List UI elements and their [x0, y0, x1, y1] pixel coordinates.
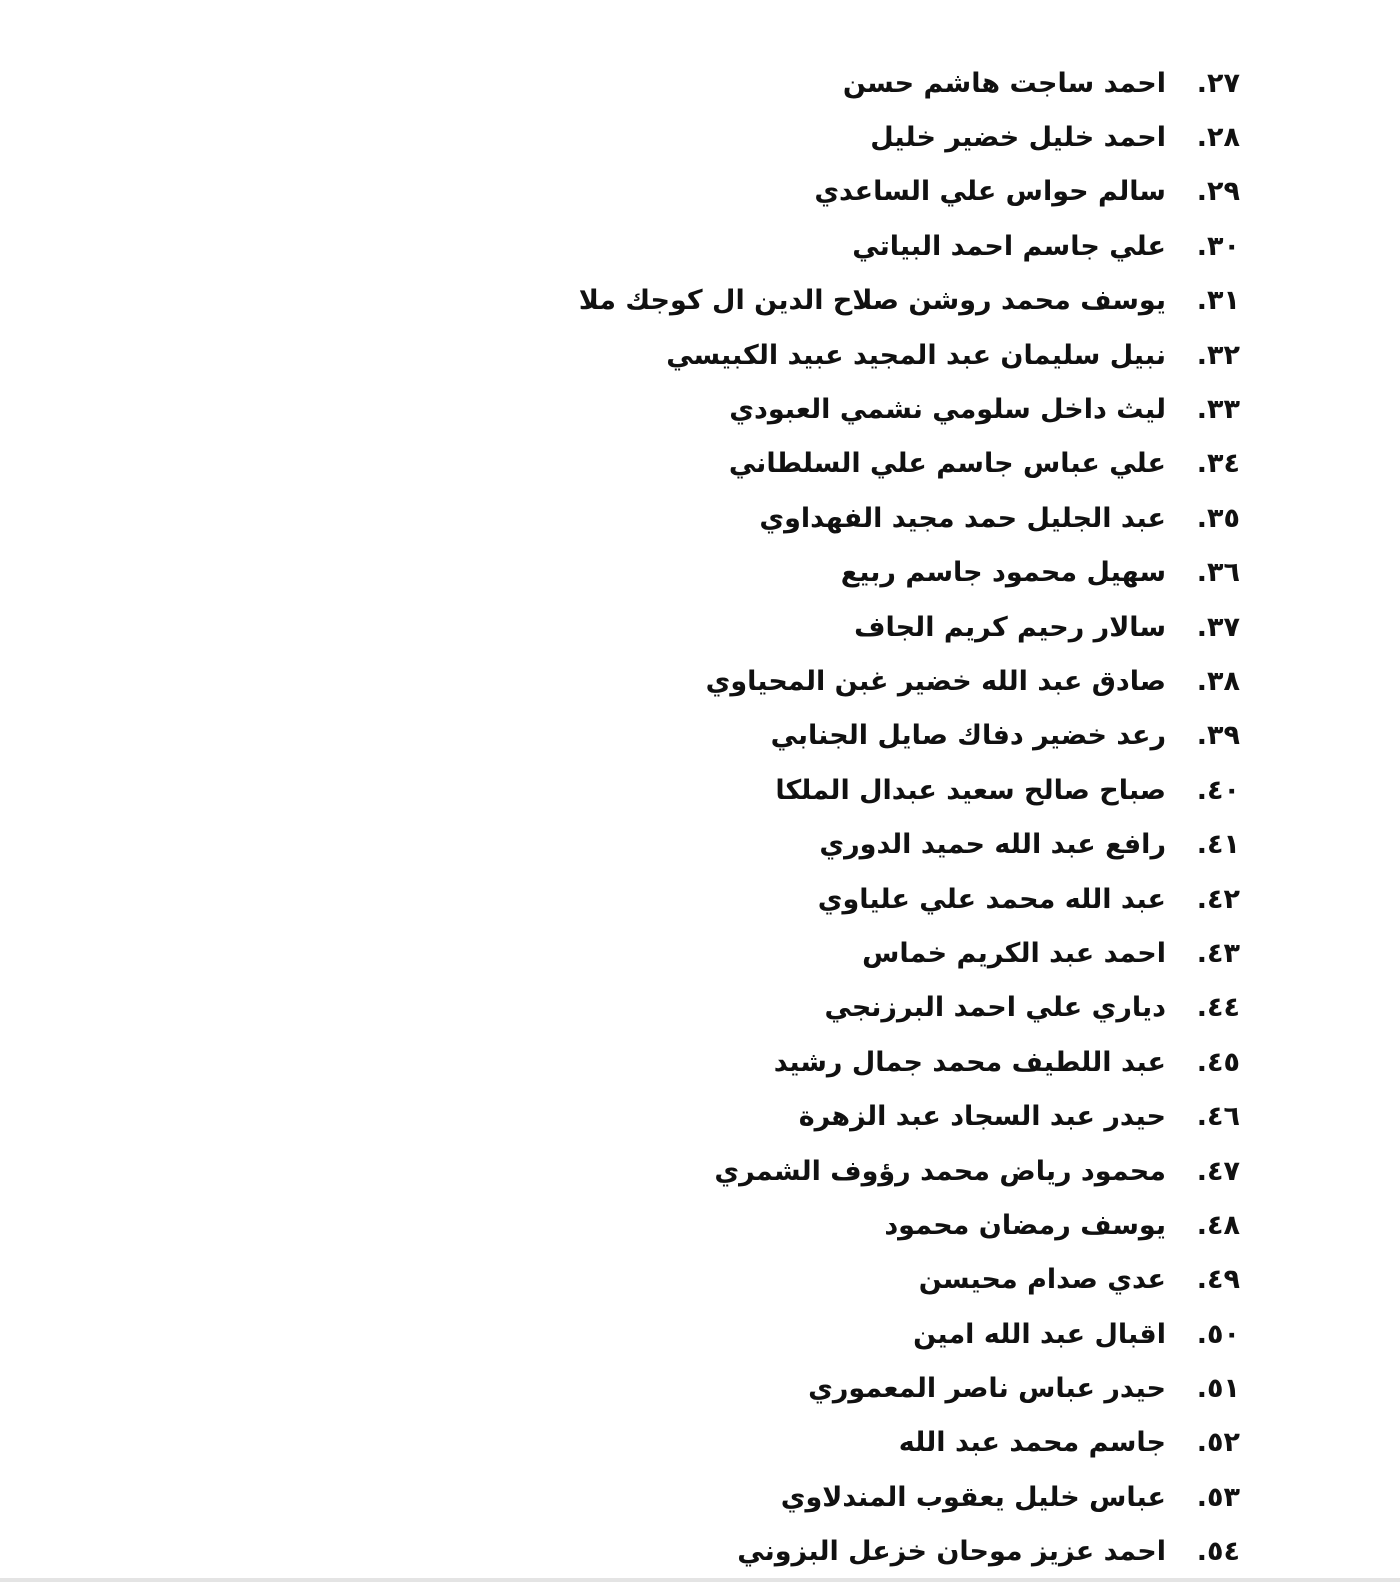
- list-item: [579, 709, 1240, 763]
- item-name: ليث داخل سلومي نشمي العبودي: [729, 394, 1166, 426]
- item-number: ٤٩.: [1196, 1264, 1240, 1296]
- list-item: [579, 437, 1240, 491]
- item-number: ٣١.: [1196, 285, 1240, 317]
- item-number: ٣٦.: [1196, 557, 1240, 589]
- item-number: ٥١.: [1196, 1373, 1240, 1405]
- item-number: ٤١.: [1196, 829, 1240, 861]
- list-item: [579, 328, 1240, 382]
- item-name: عبد الله محمد علي علياوي: [817, 883, 1166, 915]
- item-number: ٤٨.: [1196, 1209, 1240, 1241]
- item-name: عبد الجليل حمد مجيد الفهداوي: [759, 502, 1166, 534]
- item-name: رعد خضير دفاك صايل الجنابي: [770, 720, 1166, 752]
- list-item: [579, 546, 1240, 600]
- item-name: دياري علي احمد البرزنجي: [824, 992, 1166, 1024]
- item-name: احمد عزيز موحان خزعل البزوني: [737, 1536, 1166, 1568]
- item-number: ٣٧.: [1196, 611, 1240, 643]
- list-item: [579, 1307, 1240, 1361]
- item-number: ٤٤.: [1196, 992, 1240, 1024]
- item-number: ٢٩.: [1196, 176, 1240, 208]
- item-name: جاسم محمد عبد الله: [898, 1427, 1166, 1459]
- page-bottom-edge: [0, 1578, 1400, 1582]
- item-number: ٤٦.: [1196, 1101, 1240, 1133]
- list-item: [579, 56, 1240, 110]
- item-name: عباس خليل يعقوب المندلاوي: [780, 1481, 1166, 1513]
- list-item: [579, 926, 1240, 980]
- list-item: [579, 1470, 1240, 1524]
- item-number: ٣٢.: [1196, 339, 1240, 371]
- list-item: [579, 1361, 1240, 1415]
- list-item: [579, 1035, 1240, 1089]
- list-item: [579, 219, 1240, 273]
- item-number: ٢٧.: [1196, 67, 1240, 99]
- list-item: [579, 382, 1240, 436]
- item-name: علي جاسم احمد البياتي: [852, 230, 1166, 262]
- item-name: يوسف محمد روشن صلاح الدين ال كوجك ملا: [578, 285, 1166, 317]
- list-item: [579, 817, 1240, 871]
- item-name: يوسف رمضان محمود: [884, 1209, 1166, 1241]
- item-number: ٤٢.: [1196, 883, 1240, 915]
- item-name: اقبال عبد الله امين: [913, 1318, 1166, 1350]
- item-number: ٣٥.: [1196, 502, 1240, 534]
- item-name: سالم حواس علي الساعدي: [814, 176, 1166, 208]
- list-item: [579, 654, 1240, 708]
- list-item: [579, 274, 1240, 328]
- list-item: [579, 600, 1240, 654]
- list-item: [579, 110, 1240, 164]
- item-name: حيدر عباس ناصر المعموري: [808, 1373, 1166, 1405]
- names-list: [579, 56, 1240, 1579]
- item-name: محمود رياض محمد رؤوف الشمري: [714, 1155, 1166, 1187]
- item-number: ٣٣.: [1196, 394, 1240, 426]
- list-item: [579, 981, 1240, 1035]
- item-number: ٢٨.: [1196, 122, 1240, 154]
- list-item: [579, 1089, 1240, 1143]
- item-number: ٥٢.: [1196, 1427, 1240, 1459]
- list-item: [579, 1253, 1240, 1307]
- item-number: ٥٠.: [1196, 1318, 1240, 1350]
- item-number: ٥٤.: [1196, 1536, 1240, 1568]
- item-number: ٣٨.: [1196, 665, 1240, 697]
- item-number: ٤٧.: [1196, 1155, 1240, 1187]
- list-item: [579, 165, 1240, 219]
- item-number: ٥٣.: [1196, 1481, 1240, 1513]
- item-name: احمد ساجت هاشم حسن: [842, 67, 1166, 99]
- list-item: [579, 872, 1240, 926]
- list-item: [579, 763, 1240, 817]
- item-number: ٤٥.: [1196, 1046, 1240, 1078]
- list-item: [579, 1198, 1240, 1252]
- item-name: علي عباس جاسم علي السلطاني: [728, 448, 1166, 480]
- item-name: نبيل سليمان عبد المجيد عبيد الكبيسي: [666, 339, 1166, 371]
- item-number: ٣٠.: [1196, 230, 1240, 262]
- item-name: حيدر عبد السجاد عبد الزهرة: [798, 1101, 1166, 1133]
- item-number: ٣٤.: [1196, 448, 1240, 480]
- item-name: عدي صدام محيسن: [918, 1264, 1166, 1296]
- item-name: سهيل محمود جاسم ربيع: [840, 557, 1166, 589]
- item-name: احمد خليل خضير خليل: [870, 122, 1166, 154]
- item-number: ٤٠.: [1196, 774, 1240, 806]
- list-item: [579, 491, 1240, 545]
- list-item: [579, 1144, 1240, 1198]
- item-number: ٣٩.: [1196, 720, 1240, 752]
- item-number: ٤٣.: [1196, 937, 1240, 969]
- list-item: [579, 1525, 1240, 1579]
- item-name: سالار رحيم كريم الجاف: [854, 611, 1166, 643]
- item-name: عبد اللطيف محمد جمال رشيد: [773, 1046, 1166, 1078]
- list-item: [579, 1416, 1240, 1470]
- item-name: صباح صالح سعيد عبدال الملكا: [775, 774, 1166, 806]
- item-name: احمد عبد الكريم خماس: [862, 937, 1166, 969]
- item-name: صادق عبد الله خضير غبن المحياوي: [705, 665, 1166, 697]
- item-name: رافع عبد الله حميد الدوري: [819, 829, 1166, 861]
